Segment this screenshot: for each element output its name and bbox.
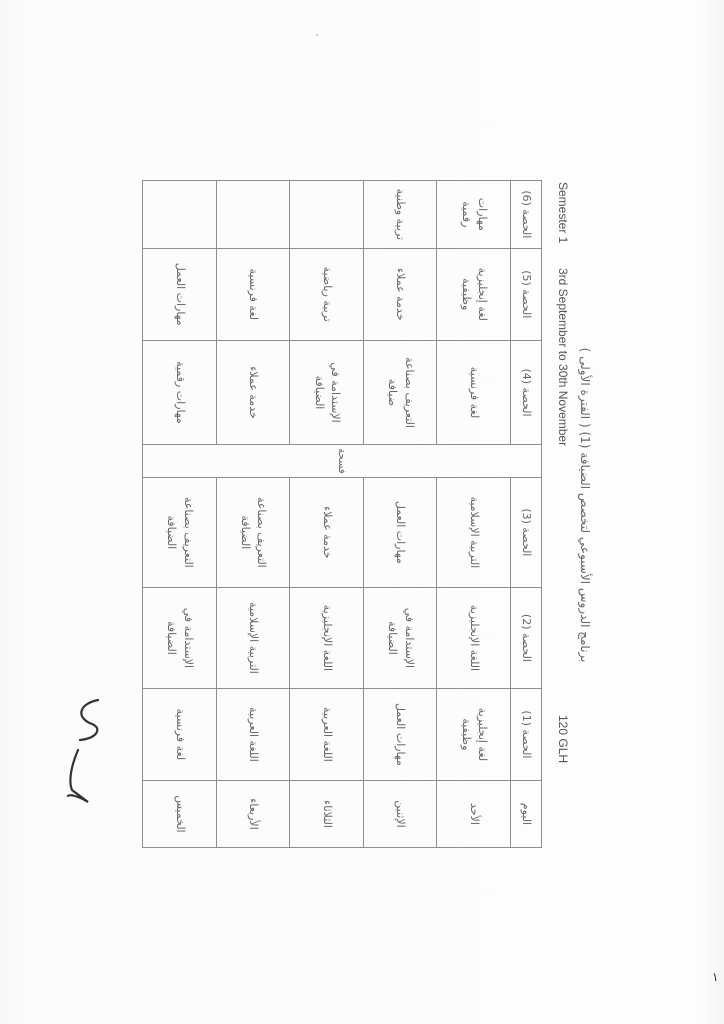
period-cell: اللغة الإنجليزية (437, 588, 511, 689)
header-period-4: الحصة (4) (511, 340, 542, 444)
day-cell: الخميس (143, 781, 217, 848)
table-row (143, 181, 217, 848)
page-number: ١ (712, 970, 719, 984)
period-cell: خدمة عملاء (216, 340, 290, 444)
period-cell: مهارات العمل (363, 477, 437, 587)
table-row (437, 181, 511, 848)
period-cell: الإستدامة في الضيافة (143, 588, 217, 689)
glh-label: 120 GLH (556, 715, 570, 764)
day-cell: الثلاثاء (290, 781, 364, 848)
handwritten-signature (58, 690, 118, 810)
period-cell (143, 181, 217, 249)
header-period-1: الحصة (1) (511, 688, 542, 780)
period-cell: خدمة عملاء (363, 248, 437, 340)
period-cell (216, 181, 290, 249)
header-period-3: الحصة (3) (511, 477, 542, 587)
date-range: 3rd September to 30th November (556, 268, 570, 447)
schedule-title: برنامج الدروس الأسبوعي لتخصص الضيافة (1) ( الفترة الأولى ) (578, 347, 592, 663)
header-period-5: الحصة (5) (511, 248, 542, 340)
period-cell: الإستدامة في الضيافة (363, 588, 437, 689)
header-day: اليوم (511, 781, 542, 848)
period-cell (290, 181, 364, 249)
period-cell: خدمة عملاء (290, 477, 364, 587)
table-row (363, 181, 437, 848)
period-cell: لغة إنجليزية وظيفية (437, 248, 511, 340)
header-period-2: الحصة (2) (511, 588, 542, 689)
table-row (290, 181, 364, 848)
period-cell: لغة فرنسية (437, 340, 511, 444)
semester-label: Semester 1 (556, 182, 570, 244)
period-cell: التربية الإسلامية (216, 588, 290, 689)
header-period-6: الحصة (6) (511, 181, 542, 249)
weekly-schedule-table (142, 180, 542, 848)
table-header-row (511, 181, 542, 848)
break-column (143, 445, 542, 478)
period-cell: الإستدامة في الضيافة (290, 340, 364, 444)
period-cell: لغة فرنسية (216, 248, 290, 340)
period-cell: مهارات رقمية (437, 181, 511, 249)
period-cell: التعريف بصناعة الضيافة (143, 477, 217, 587)
period-cell: اللغة الإنجليزية (290, 588, 364, 689)
period-cell: مهارات العمل (143, 248, 217, 340)
day-cell: الإثنين (363, 781, 437, 848)
day-cell: الأربعاء (216, 781, 290, 848)
period-cell: التعريف بصناعة الضيافة (216, 477, 290, 587)
period-cell: تربية وطنية (363, 181, 437, 249)
period-cell: التعريف بصناعة ضيافة (363, 340, 437, 444)
period-cell: اللغة العربية (216, 688, 290, 780)
period-cell: مهارات رقمية (143, 340, 217, 444)
day-cell: الأحد (437, 781, 511, 848)
break-label: فسحة (336, 448, 348, 474)
period-cell: لغة إنجليزية وظيفية (437, 688, 511, 780)
period-cell: مهارات العمل (363, 688, 437, 780)
period-cell: اللغة العربية (290, 688, 364, 780)
table-row (216, 181, 290, 848)
period-cell: تربية رياضية (290, 248, 364, 340)
period-cell: التربية الإسلامية (437, 477, 511, 587)
period-cell: لغة فرنسية (143, 688, 217, 780)
